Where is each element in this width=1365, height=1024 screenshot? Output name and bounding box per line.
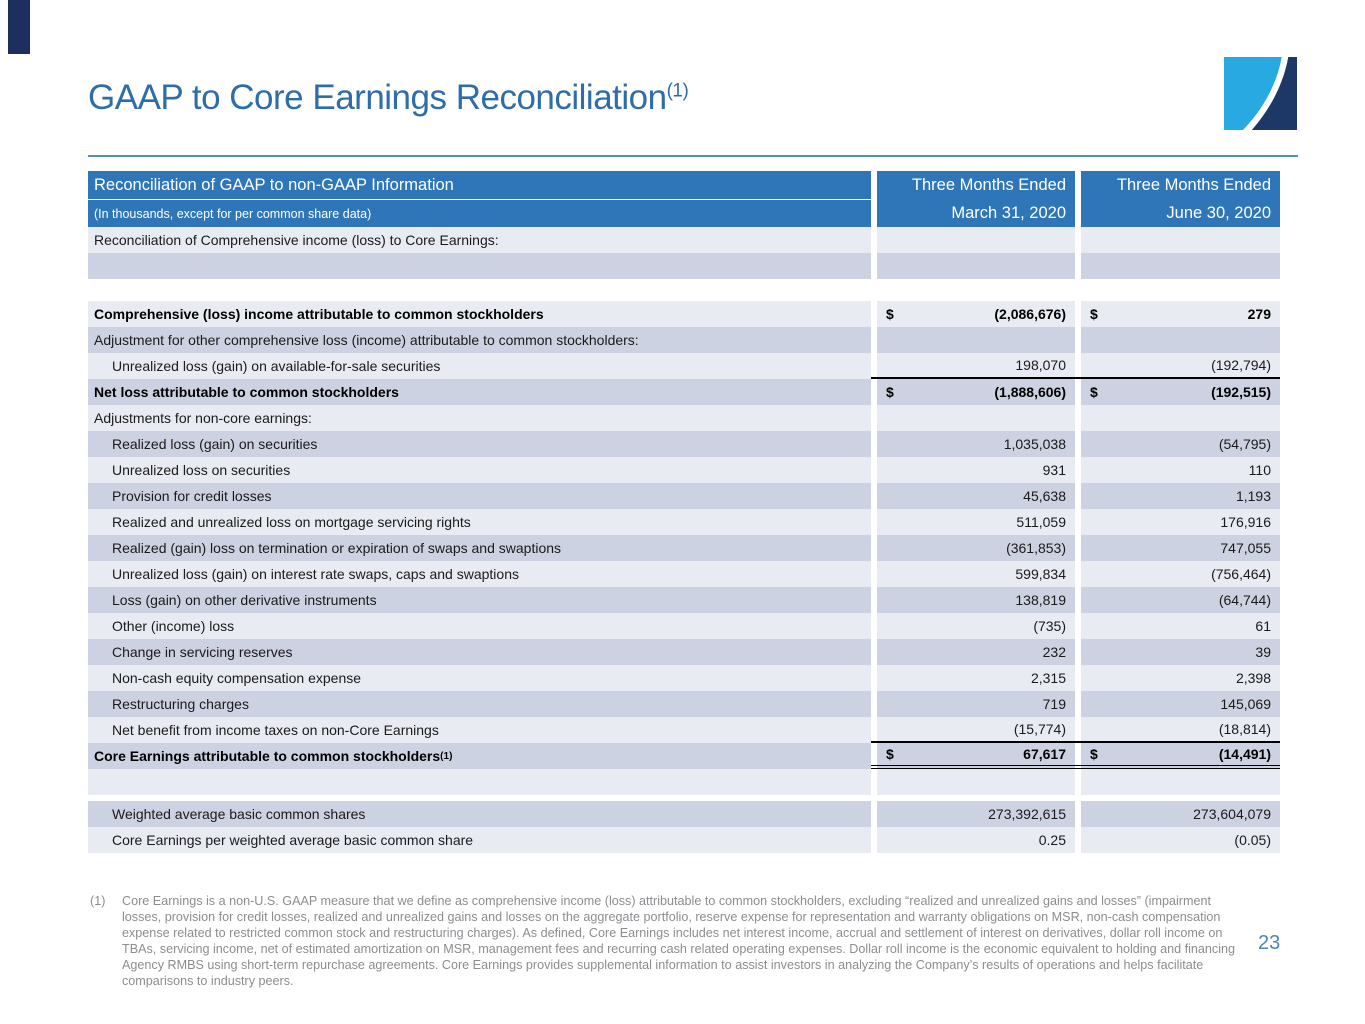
- row-value-v1: [877, 483, 1075, 509]
- dollar-sign: $: [1090, 746, 1098, 762]
- table-row: [88, 379, 1280, 405]
- row-label: Loss (gain) on other derivative instruments: [88, 587, 871, 613]
- row-value-v1: [877, 827, 1075, 853]
- value-text: 279: [1247, 306, 1271, 322]
- row-value-v1: [877, 743, 1075, 769]
- table-body: [88, 227, 1280, 853]
- table-row: [88, 587, 1280, 613]
- row-value-v1: [877, 227, 1075, 253]
- row-value-v1: [877, 327, 1075, 353]
- row-value-v2: [1081, 769, 1280, 795]
- value-text: 138,819: [1015, 592, 1066, 608]
- value-text: 273,392,615: [988, 806, 1066, 822]
- value-text: 931: [1042, 462, 1066, 478]
- value-text: (14,491): [1218, 746, 1271, 762]
- row-value-v1: [877, 561, 1075, 587]
- row-label: Other (income) loss: [88, 613, 871, 639]
- row-label: Adjustment for other comprehensive loss (income) attributable to common stockholders:: [88, 327, 871, 353]
- dollar-sign: $: [886, 306, 894, 322]
- value-text: 511,059: [1016, 514, 1066, 530]
- table-row: [88, 457, 1280, 483]
- value-text: 232: [1042, 644, 1066, 660]
- value-text: (0.05): [1234, 832, 1271, 848]
- value-text: 599,834: [1015, 566, 1066, 582]
- row-value-v1: [877, 691, 1075, 717]
- value-text: (192,515): [1211, 384, 1271, 400]
- header-col2-period: Three Months Ended: [1081, 171, 1280, 199]
- row-value-v1: [877, 379, 1075, 405]
- dollar-sign: $: [1090, 306, 1098, 322]
- row-label: Net loss attributable to common stockholders: [88, 379, 871, 405]
- value-text: (18,814): [1218, 721, 1271, 737]
- row-value-v1: [877, 535, 1075, 561]
- row-value-v2: [1081, 613, 1280, 639]
- table-row: [88, 827, 1280, 853]
- value-text: (64,744): [1218, 592, 1271, 608]
- row-value-v2: [1081, 457, 1280, 483]
- row-value-v1: [877, 613, 1075, 639]
- row-footnote-marker: (1): [440, 750, 453, 762]
- row-label: Reconciliation of Comprehensive income (loss) to Core Earnings:: [88, 227, 871, 253]
- value-text: (54,795): [1218, 436, 1271, 452]
- table-row: [88, 769, 1280, 795]
- row-value-v2: [1081, 827, 1280, 853]
- value-text: (361,853): [1006, 540, 1066, 556]
- header-col1-period: Three Months Ended: [877, 171, 1075, 199]
- row-value-v1: [877, 639, 1075, 665]
- value-text: (1,888,606): [994, 384, 1066, 400]
- row-value-v2: [1081, 535, 1280, 561]
- row-value-v2: [1081, 327, 1280, 353]
- table-row: [88, 405, 1280, 431]
- row-label: Change in servicing reserves: [88, 639, 871, 665]
- table-header-row-1: [88, 171, 1280, 199]
- row-label: Realized and unrealized loss on mortgage servicing rights: [88, 509, 871, 535]
- row-label: Realized (gain) loss on termination or expiration of swaps and swaptions: [88, 535, 871, 561]
- row-value-v1: [877, 509, 1075, 535]
- row-value-v1: [877, 801, 1075, 827]
- table-row: [88, 431, 1280, 457]
- page-title: [88, 78, 688, 118]
- row-value-v2: [1081, 691, 1280, 717]
- value-text: (15,774): [1013, 721, 1066, 737]
- row-value-v1: [877, 717, 1075, 743]
- row-label: Unrealized loss (gain) on interest rate swaps, caps and swaptions: [88, 561, 871, 587]
- company-logo: [1224, 57, 1297, 130]
- row-value-v1: [877, 253, 1075, 279]
- footnote-text: Core Earnings is a non-U.S. GAAP measure that we define as comprehensive income (loss) attributable to common stockholders, excluding “realized and unrealized gains and losses” (impairment losses, provision for credit losses, realized and unrealized gains and losses on the aggregate portfolio, reserve expense for representation and warranty obligations on MSR, non-cash compensation expense related to restricted common stock and restructuring charges). As defined, Core Earnings includes net interest income, accrual and settlement of interest on derivatives, dollar roll income on TBAs, servicing income, net of estimated amortization on MSR, management fees and recurring cash related operating expenses. Dollar roll income is the economic equivalent to holding and financing Agency RMBS using short-term repurchase agreements. Core Earnings provides supplemental information to assist investors in analyzing the Company’s results of operations and helps facilitate comparisons to industry peers.: [122, 894, 1236, 988]
- value-text: 61: [1255, 618, 1271, 634]
- row-value-v2: [1081, 561, 1280, 587]
- row-label: Net benefit from income taxes on non-Core Earnings: [88, 717, 871, 743]
- header-label-subtitle: (In thousands, except for per common share data): [88, 199, 871, 227]
- value-text: 1,035,038: [1003, 436, 1066, 452]
- row-label: Non-cash equity compensation expense: [88, 665, 871, 691]
- corner-accent-bar: [8, 0, 30, 54]
- row-spacer: [88, 279, 1280, 301]
- value-text: 2,398: [1235, 670, 1271, 686]
- value-text: 2,315: [1030, 670, 1066, 686]
- value-text: 145,069: [1220, 696, 1271, 712]
- value-text: 176,916: [1220, 514, 1271, 530]
- value-text: (2,086,676): [994, 306, 1066, 322]
- row-value-v2: [1081, 587, 1280, 613]
- value-text: 747,055: [1220, 540, 1271, 556]
- dollar-sign: $: [886, 746, 894, 762]
- table-row: [88, 301, 1280, 327]
- table-row: [88, 509, 1280, 535]
- value-text: 273,604,079: [1193, 806, 1271, 822]
- reconciliation-table: [88, 171, 1280, 853]
- row-label: [88, 253, 871, 279]
- header-col1-date: March 31, 2020: [877, 199, 1075, 227]
- value-text: (735): [1033, 618, 1066, 634]
- row-value-v2: [1081, 405, 1280, 431]
- row-label: Unrealized loss (gain) on available-for-sale securities: [88, 353, 871, 379]
- table-row: [88, 253, 1280, 279]
- row-value-v2: [1081, 509, 1280, 535]
- value-text: 39: [1255, 644, 1271, 660]
- footnote: [90, 893, 1248, 989]
- row-value-v1: [877, 431, 1075, 457]
- table-row: [88, 353, 1280, 379]
- value-text: 67,617: [1023, 746, 1066, 762]
- header-col2-date: June 30, 2020: [1081, 199, 1280, 227]
- row-label: Realized loss (gain) on securities: [88, 431, 871, 457]
- row-label: Core Earnings attributable to common stockholders (1): [88, 743, 871, 769]
- two-harbors-logo-icon: [1224, 57, 1297, 130]
- row-value-v2: [1081, 431, 1280, 457]
- value-text: 0.25: [1038, 832, 1066, 848]
- table-row: [88, 327, 1280, 353]
- row-value-v1: [877, 353, 1075, 379]
- row-label: Provision for credit losses: [88, 483, 871, 509]
- row-label: Core Earnings per weighted average basic common share: [88, 827, 871, 853]
- row-value-v1: [877, 665, 1075, 691]
- footnote-marker: (1): [90, 894, 106, 908]
- row-value-v2: [1081, 483, 1280, 509]
- row-value-v1: [877, 405, 1075, 431]
- header-label-title: Reconciliation of GAAP to non-GAAP Information: [88, 171, 871, 199]
- row-value-v2: [1081, 379, 1280, 405]
- dollar-sign: $: [886, 384, 894, 400]
- value-text: 719: [1042, 696, 1066, 712]
- value-text: 198,070: [1015, 357, 1066, 373]
- row-label: Comprehensive (loss) income attributable to common stockholders: [88, 301, 871, 327]
- table-row: [88, 227, 1280, 253]
- value-text: 110: [1248, 462, 1271, 478]
- row-label: Weighted average basic common shares: [88, 801, 871, 827]
- table-row: [88, 639, 1280, 665]
- page-number: 23: [1258, 932, 1281, 954]
- table-row: [88, 717, 1280, 743]
- row-label: [88, 769, 871, 795]
- value-text: 45,638: [1023, 488, 1066, 504]
- table-row: [88, 483, 1280, 509]
- table-header-row-2: [88, 199, 1280, 227]
- title-footnote-marker: (1): [666, 80, 689, 102]
- title-divider-rule: [88, 155, 1298, 157]
- row-value-v2: [1081, 665, 1280, 691]
- row-value-v2: [1081, 717, 1280, 743]
- row-value-v2: [1081, 801, 1280, 827]
- row-label: Adjustments for non-core earnings:: [88, 405, 871, 431]
- table-row: [88, 613, 1280, 639]
- page-title-text: GAAP to Core Earnings Reconciliation: [88, 78, 667, 117]
- table-row: [88, 535, 1280, 561]
- table-row: [88, 691, 1280, 717]
- row-value-v2: [1081, 743, 1280, 769]
- table-row: [88, 801, 1280, 827]
- row-value-v1: [877, 769, 1075, 795]
- row-label: Unrealized loss on securities: [88, 457, 871, 483]
- row-value-v2: [1081, 253, 1280, 279]
- row-value-v2: [1081, 639, 1280, 665]
- row-value-v2: [1081, 353, 1280, 379]
- value-text: (192,794): [1211, 357, 1271, 373]
- row-value-v2: [1081, 301, 1280, 327]
- value-text: 1,193: [1235, 488, 1271, 504]
- table-row: [88, 743, 1280, 769]
- row-label: Restructuring charges: [88, 691, 871, 717]
- row-value-v1: [877, 301, 1075, 327]
- row-value-v2: [1081, 227, 1280, 253]
- value-text: (756,464): [1211, 566, 1271, 582]
- table-row: [88, 665, 1280, 691]
- dollar-sign: $: [1090, 384, 1098, 400]
- table-row: [88, 561, 1280, 587]
- row-value-v1: [877, 457, 1075, 483]
- row-value-v1: [877, 587, 1075, 613]
